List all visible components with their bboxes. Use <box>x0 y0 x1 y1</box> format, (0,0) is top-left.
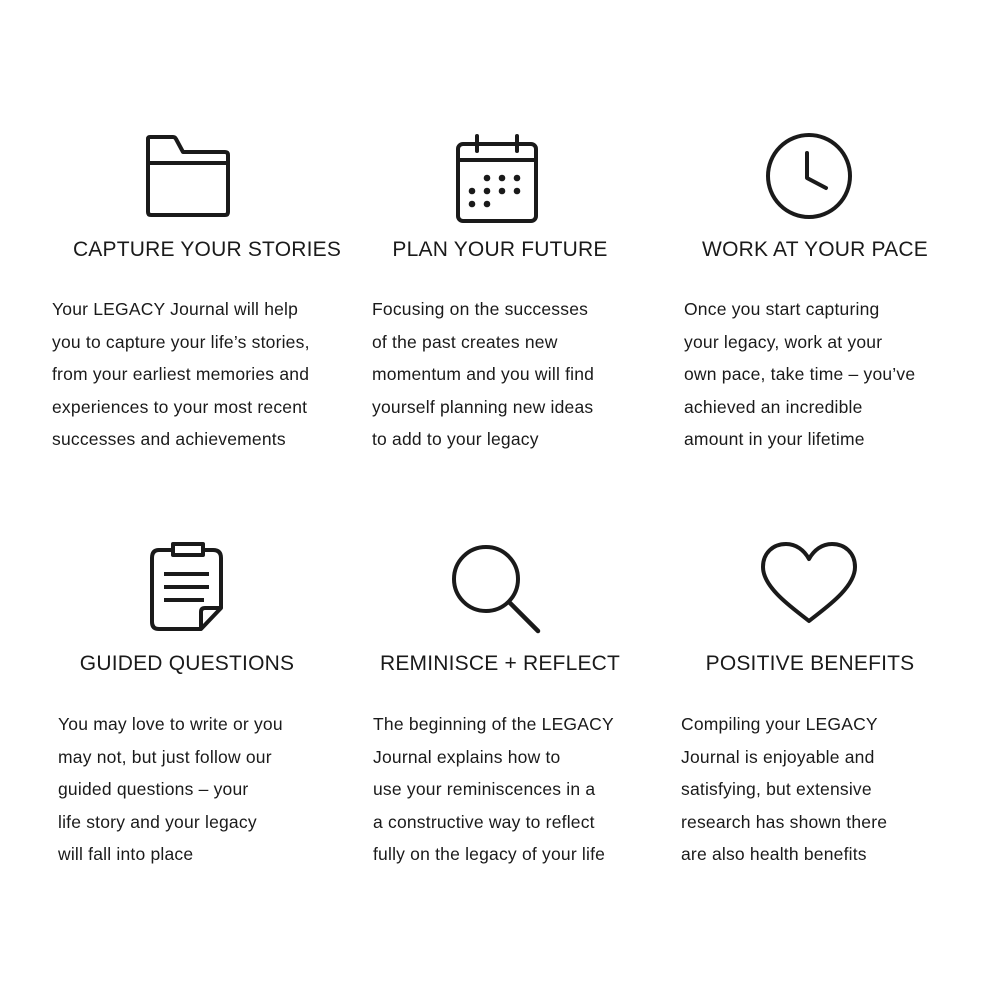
description-line: satisfying, but extensive <box>681 779 872 799</box>
clipboard-icon <box>149 540 227 634</box>
description-line: achieved an incredible <box>684 396 863 417</box>
description-line: of the past creates new <box>372 331 558 352</box>
calendar-icon <box>455 134 539 224</box>
description-line: yourself planning new ideas <box>372 396 594 417</box>
description-line: Once you start capturing <box>684 299 880 319</box>
description-line: to add to your legacy <box>372 429 539 449</box>
description-line: you to capture your life’s stories, <box>52 331 310 352</box>
description-line: Journal explains how to <box>373 746 561 767</box>
feature-title: GUIDED QUESTIONS <box>79 652 295 675</box>
description-line: Focusing on the successes <box>372 299 589 319</box>
description-line: fully on the legacy of your life <box>373 844 606 864</box>
description-line: Compiling your LEGACY <box>681 714 878 734</box>
feature-description <box>684 293 994 456</box>
description-line: Your LEGACY Journal will help <box>52 299 299 319</box>
feature-title: POSITIVE BENEFITS <box>705 652 915 675</box>
feature-description <box>52 293 362 456</box>
heart-icon <box>759 541 859 625</box>
description-line: may not, but just follow our <box>58 746 272 767</box>
feature-description <box>58 708 368 871</box>
description-line: guided questions – your <box>58 779 249 799</box>
description-line: successes and achievements <box>52 429 286 449</box>
description-line: experiences to your most recent <box>52 396 308 417</box>
description-line: research has shown there <box>681 811 888 832</box>
feature-description <box>681 708 991 871</box>
clock-icon <box>764 131 854 221</box>
feature-title: REMINISCE + REFLECT <box>379 652 621 675</box>
description-line: are also health benefits <box>681 844 867 864</box>
description-line: your legacy, work at your <box>684 331 883 352</box>
feature-description <box>372 293 682 456</box>
feature-title: CAPTURE YOUR STORIES <box>72 238 342 261</box>
description-line: a constructive way to reflect <box>373 811 595 832</box>
folder-icon <box>145 134 231 218</box>
feature-description <box>373 708 683 871</box>
description-line: use your reminiscences in a <box>373 779 596 799</box>
magnifier-icon <box>450 543 542 635</box>
feature-title: PLAN YOUR FUTURE <box>392 238 608 261</box>
description-line: will fall into place <box>58 844 194 864</box>
feature-title: WORK AT YOUR PACE <box>702 238 928 261</box>
description-line: The beginning of the LEGACY <box>373 714 614 734</box>
description-line: Journal is enjoyable and <box>681 746 875 767</box>
description-line: from your earliest memories and <box>52 364 310 384</box>
description-line: You may love to write or you <box>58 714 283 734</box>
description-line: amount in your lifetime <box>684 429 865 449</box>
description-line: own pace, take time – you’ve <box>684 364 916 384</box>
description-line: momentum and you will find <box>372 364 595 384</box>
description-line: life story and your legacy <box>58 811 257 832</box>
